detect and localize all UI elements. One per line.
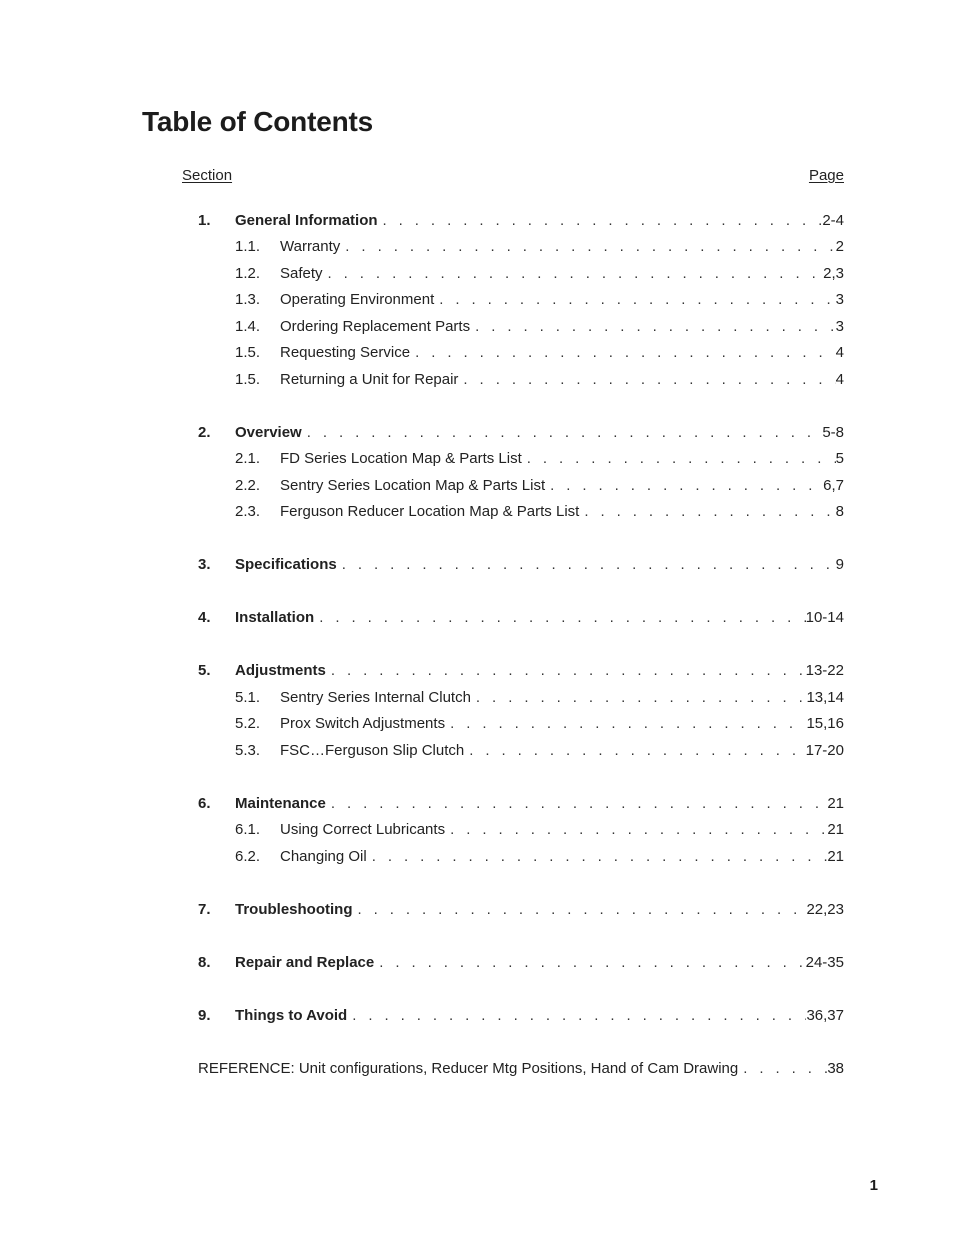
toc-entry-number: 6.	[198, 795, 211, 812]
toc-subentry-requesting-service[interactable]	[0, 343, 954, 363]
dot-leader	[475, 317, 836, 337]
dot-leader	[463, 370, 835, 390]
dot-leader	[584, 502, 835, 522]
toc-entry-title: Ordering Replacement Parts	[280, 318, 471, 335]
toc-entry-number: 2.3.	[235, 503, 261, 520]
toc-entry-overview[interactable]	[0, 423, 954, 443]
toc-entry-installation[interactable]	[0, 608, 954, 628]
toc-entry-title: Changing Oil	[280, 848, 367, 865]
toc-entry-things-to-avoid[interactable]	[0, 1006, 954, 1026]
dot-leader	[379, 953, 805, 973]
toc-entry-number: 4.	[198, 609, 211, 626]
toc-entry-page: 21	[827, 795, 844, 812]
dot-leader	[358, 900, 807, 920]
dot-leader	[352, 1006, 806, 1026]
toc-entry-page: 38	[827, 1060, 844, 1077]
page-number: 1	[869, 1177, 878, 1194]
toc-subentry-correct-lubricants[interactable]	[0, 820, 954, 840]
toc-entry-title: Using Correct Lubricants	[280, 821, 446, 838]
dot-leader	[319, 608, 805, 628]
toc-entry-number: 1.5.	[235, 371, 261, 388]
toc-entry-page: 13,14	[806, 689, 844, 706]
toc-entry-page: 9	[835, 556, 844, 573]
toc-entry-title: General Information	[235, 212, 378, 229]
toc-entry-number: 5.3.	[235, 742, 261, 759]
dot-leader	[383, 211, 823, 231]
toc-entry-page: 3	[835, 291, 844, 308]
toc-entry-specifications[interactable]	[0, 555, 954, 575]
toc-entry-title: Specifications	[235, 556, 337, 573]
toc-entry-title: FD Series Location Map & Parts List	[280, 450, 522, 467]
toc-entry-title: Adjustments	[235, 662, 326, 679]
dot-leader	[439, 290, 835, 310]
toc-entry-title: Sentry Series Internal Clutch	[280, 689, 471, 706]
toc-entry-page: 22,23	[806, 901, 844, 918]
toc-entry-title: Sentry Series Location Map & Parts List	[280, 477, 546, 494]
toc-entry-number: 1.3.	[235, 291, 261, 308]
toc-entry-number: 5.2.	[235, 715, 261, 732]
dot-leader	[450, 820, 827, 840]
toc-subentry-safety[interactable]	[0, 264, 954, 284]
toc-entry-number: 2.2.	[235, 477, 261, 494]
toc-entry-page: 10-14	[805, 609, 844, 626]
toc-subentry-prox-switch[interactable]	[0, 714, 954, 734]
toc-entry-page: 15,16	[806, 715, 844, 732]
dot-leader	[415, 343, 836, 363]
toc-entry-title: Installation	[235, 609, 315, 626]
toc-subentry-sentry-series[interactable]	[0, 476, 954, 496]
toc-entry-page: 8	[835, 503, 844, 520]
toc-entry-number: 9.	[198, 1007, 211, 1024]
toc-entry-number: 5.1.	[235, 689, 261, 706]
toc-entry-page: 6,7	[823, 477, 844, 494]
toc-entry-page: 5	[835, 450, 844, 467]
toc-entry-number: 5.	[198, 662, 211, 679]
dot-leader	[331, 794, 827, 814]
toc-entry-adjustments[interactable]	[0, 661, 954, 681]
toc-subentry-ordering-replacement-parts[interactable]	[0, 317, 954, 337]
toc-entry-title: Requesting Service	[280, 344, 411, 361]
toc-entry-number: 1.	[198, 212, 211, 229]
toc-entry-number: 8.	[198, 954, 211, 971]
toc-entry-title: Returning a Unit for Repair	[280, 371, 459, 388]
toc-entry-number: 6.1.	[235, 821, 261, 838]
dot-leader	[550, 476, 823, 496]
toc-entry-title: Overview	[235, 424, 302, 441]
dot-leader	[372, 847, 828, 867]
toc-entry-title: Repair and Replace	[235, 954, 375, 971]
toc-entry-troubleshooting[interactable]	[0, 900, 954, 920]
toc-entry-number: 2.1.	[235, 450, 261, 467]
toc-subentry-fd-series[interactable]	[0, 449, 954, 469]
toc-subentry-sentry-internal-clutch[interactable]	[0, 688, 954, 708]
toc-entry-reference[interactable]	[0, 1059, 954, 1079]
page-title: Table of Contents	[142, 106, 373, 137]
toc-entry-title: Safety	[280, 265, 323, 282]
toc-entry-number: 1.5.	[235, 344, 261, 361]
dot-leader	[342, 555, 836, 575]
toc-entry-title: Ferguson Reducer Location Map & Parts List	[280, 503, 580, 520]
toc-entry-title: Warranty	[280, 238, 341, 255]
toc-entry-page: 36,37	[806, 1007, 844, 1024]
dot-leader	[331, 661, 806, 681]
toc-entry-title: REFERENCE: Unit configurations, Reducer Mtg Positions, Hand of Cam Drawing	[198, 1060, 739, 1077]
toc-entry-title: Things to Avoid	[235, 1007, 348, 1024]
toc-subentry-changing-oil[interactable]	[0, 847, 954, 867]
toc-entry-number: 3.	[198, 556, 211, 573]
toc-entry-page: 21	[827, 848, 844, 865]
toc-entry-page: 5-8	[822, 424, 844, 441]
dot-leader	[743, 1059, 827, 1079]
toc-entry-page: 2	[835, 238, 844, 255]
toc-entry-number: 6.2.	[235, 848, 261, 865]
toc-entry-maintenance[interactable]	[0, 794, 954, 814]
section-column-header: Section	[182, 167, 233, 184]
page-column-header: Page	[808, 167, 844, 184]
toc-entry-page: 4	[835, 371, 844, 388]
dot-leader	[527, 449, 836, 469]
toc-entry-page: 2,3	[823, 265, 844, 282]
toc-entry-title: FSC…Ferguson Slip Clutch	[280, 742, 465, 759]
toc-entry-number: 1.2.	[235, 265, 261, 282]
toc-subentry-fsc-slip-clutch[interactable]	[0, 741, 954, 761]
toc-entry-title: Maintenance	[235, 795, 326, 812]
toc-entry-number: 1.1.	[235, 238, 261, 255]
toc-subentry-warranty[interactable]	[0, 237, 954, 257]
toc-entry-number: 2.	[198, 424, 211, 441]
toc-subentry-returning-a-unit[interactable]	[0, 370, 954, 390]
toc-entry-page: 2-4	[822, 212, 844, 229]
toc-entry-page: 21	[827, 821, 844, 838]
toc-entry-general-information[interactable]	[0, 211, 954, 231]
dot-leader	[469, 741, 805, 761]
toc-entry-title: Operating Environment	[280, 291, 435, 308]
toc-entry-title: Troubleshooting	[235, 901, 353, 918]
toc-entry-number: 7.	[198, 901, 211, 918]
toc-entry-page: 13-22	[805, 662, 844, 679]
dot-leader	[476, 688, 807, 708]
toc-entry-number: 1.4.	[235, 318, 261, 335]
dot-leader	[328, 264, 824, 284]
dot-leader	[307, 423, 823, 443]
dot-leader	[450, 714, 806, 734]
toc-subentry-operating-environment[interactable]	[0, 290, 954, 310]
toc-entry-repair-and-replace[interactable]	[0, 953, 954, 973]
toc-subentry-ferguson-reducer[interactable]	[0, 502, 954, 522]
toc-entry-page: 17-20	[805, 742, 844, 759]
toc-entry-title: Prox Switch Adjustments	[280, 715, 446, 732]
toc-entry-page: 24-35	[805, 954, 844, 971]
dot-leader	[345, 237, 835, 257]
toc-entry-page: 3	[835, 318, 844, 335]
toc-entry-page: 4	[835, 344, 844, 361]
